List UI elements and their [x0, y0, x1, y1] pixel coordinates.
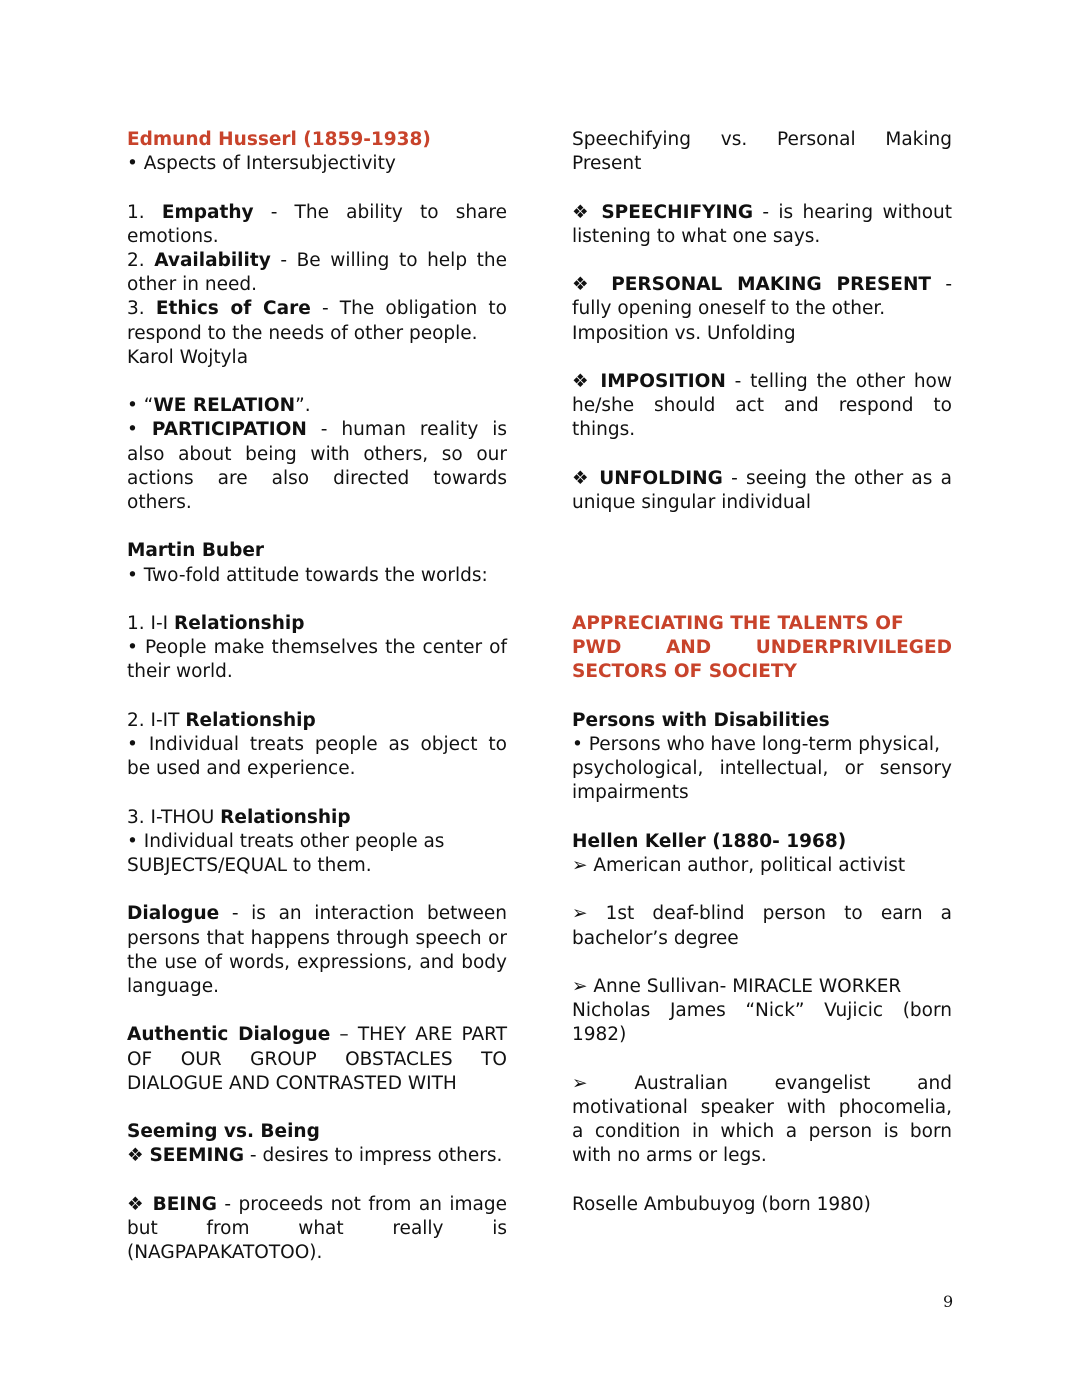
- husserl-heading: Edmund Husserl (1859-1938): [127, 129, 431, 150]
- personal-making-present-line: ❖ PERSONAL MAKING PRESENT -: [572, 274, 952, 296]
- imposition-cont-1: he/she should act and respond to: [572, 395, 952, 417]
- imposition-line: ❖ IMPOSITION - telling the other how: [572, 370, 952, 392]
- empathy-cont: emotions.: [127, 225, 219, 247]
- dialogue-cont-3: language.: [127, 976, 220, 997]
- being-cont-1: but from what really is: [127, 1217, 507, 1239]
- dialogue-line: Dialogue - is an interaction between: [127, 903, 507, 925]
- buber-heading: Martin Buber: [127, 540, 264, 562]
- vujicic-heading: Nicholas James “Nick” Vujicic (born: [572, 1000, 952, 1022]
- wojtyla-heading: Karol Wojtyla: [127, 346, 249, 368]
- i-i-heading: 1. I-I Relationship: [127, 613, 305, 634]
- imposition-cont-2: things.: [572, 419, 636, 441]
- keller-item-2-cont: bachelor’s degree: [572, 927, 739, 949]
- availability-cont: other in need.: [127, 274, 258, 296]
- i-i-cont: their world.: [127, 661, 233, 683]
- speechifying-cont: listening to what one says.: [572, 225, 821, 247]
- vujicic-item: ➢ Australian evangelist and: [572, 1072, 952, 1094]
- i-it-cont: be used and experience.: [127, 758, 356, 780]
- seeming-being-heading: Seeming vs. Being: [127, 1121, 320, 1143]
- participation-line: • PARTICIPATION - human reality is: [127, 419, 507, 441]
- i-thou-line: • Individual treats other people as: [127, 830, 445, 852]
- buber-subtitle: • Two-fold attitude towards the worlds:: [127, 564, 488, 586]
- speechifying-line: ❖ SPEECHIFYING - is hearing without: [572, 201, 952, 223]
- imposition-unfolding-heading: Imposition vs. Unfolding: [572, 322, 796, 344]
- participation-cont-1: also about being with others, so our: [127, 443, 507, 465]
- authentic-dialogue-cont-1: OF OUR GROUP OBSTACLES TO: [127, 1048, 507, 1070]
- keller-item-1: ➢ American author, political activist: [572, 854, 906, 876]
- personal-making-present-cont: fully opening oneself to the other.: [572, 298, 886, 320]
- keller-heading: Hellen Keller (1880- 1968): [572, 830, 847, 852]
- participation-cont-2: actions are also directed towards: [127, 467, 507, 489]
- page-number: 9: [943, 1292, 954, 1311]
- authentic-dialogue-cont-2: DIALOGUE AND CONTRASTED WITH: [127, 1072, 457, 1094]
- keller-item-3: ➢ Anne Sullivan- MIRACLE WORKER: [572, 975, 902, 997]
- ambubuyog-heading: Roselle Ambubuyog (born 1980): [572, 1193, 871, 1215]
- dialogue-cont-1: persons that happens through speech or: [127, 927, 507, 949]
- ethics-line: 3. Ethics of Care - The obligation to: [127, 298, 507, 320]
- section-heading-line-2: PWD AND UNDERPRIVILEGED: [572, 637, 952, 659]
- seeming-line: ❖ SEEMING - desires to impress others.: [127, 1145, 503, 1167]
- dialogue-cont-2: the use of words, expressions, and body: [127, 951, 507, 973]
- vujicic-heading-cont: 1982): [572, 1024, 627, 1046]
- vujicic-item-cont-2: a condition in which a person is born: [572, 1121, 952, 1143]
- speechifying-heading-cont: Present: [572, 153, 642, 175]
- speechifying-heading: Speechifying vs. Personal Making: [572, 129, 952, 150]
- section-heading-line-3: SECTORS OF SOCIETY: [572, 661, 797, 683]
- vujicic-item-cont-3: with no arms or legs.: [572, 1145, 767, 1167]
- right-column: [572, 128, 952, 1217]
- i-thou-cont: SUBJECTS/EQUAL to them.: [127, 855, 372, 876]
- we-relation-item: • “WE RELATION”.: [127, 395, 311, 417]
- availability-line: 2. Availability - Be willing to help the: [127, 250, 507, 271]
- pwd-cont-2: impairments: [572, 782, 689, 804]
- authentic-dialogue-line: Authentic Dialogue – THEY ARE PART: [127, 1024, 507, 1046]
- empathy-line: 1. Empathy - The ability to share: [127, 201, 507, 223]
- pwd-cont-1: psychological, intellectual, or sensory: [572, 758, 952, 780]
- being-line: ❖ BEING - proceeds not from an image: [127, 1193, 508, 1215]
- vujicic-item-cont-1: motivational speaker with phocomelia,: [572, 1096, 952, 1118]
- keller-item-2: ➢ 1st deaf-blind person to earn a: [572, 903, 952, 925]
- unfolding-line: ❖ UNFOLDING - seeing the other as a: [572, 467, 953, 489]
- i-it-heading: 2. I-IT Relationship: [127, 709, 316, 731]
- unfolding-cont: unique singular individual: [572, 491, 812, 513]
- section-heading-line-1: APPRECIATING THE TALENTS OF: [572, 612, 904, 634]
- husserl-subtitle: • Aspects of Intersubjectivity: [127, 153, 396, 175]
- participation-cont-3: others.: [127, 492, 192, 514]
- i-i-line: • People make themselves the center of: [127, 637, 507, 659]
- pwd-heading: Persons with Disabilities: [572, 709, 830, 731]
- being-cont-2: (NAGPAPAKATOTOO).: [127, 1242, 323, 1264]
- left-column: [127, 128, 507, 1265]
- i-thou-heading: 3. I-THOU Relationship: [127, 806, 351, 828]
- pwd-line: • Persons who have long-term physical,: [572, 733, 940, 755]
- i-it-line: • Individual treats people as object to: [127, 734, 507, 755]
- ethics-cont: respond to the needs of other people.: [127, 322, 478, 344]
